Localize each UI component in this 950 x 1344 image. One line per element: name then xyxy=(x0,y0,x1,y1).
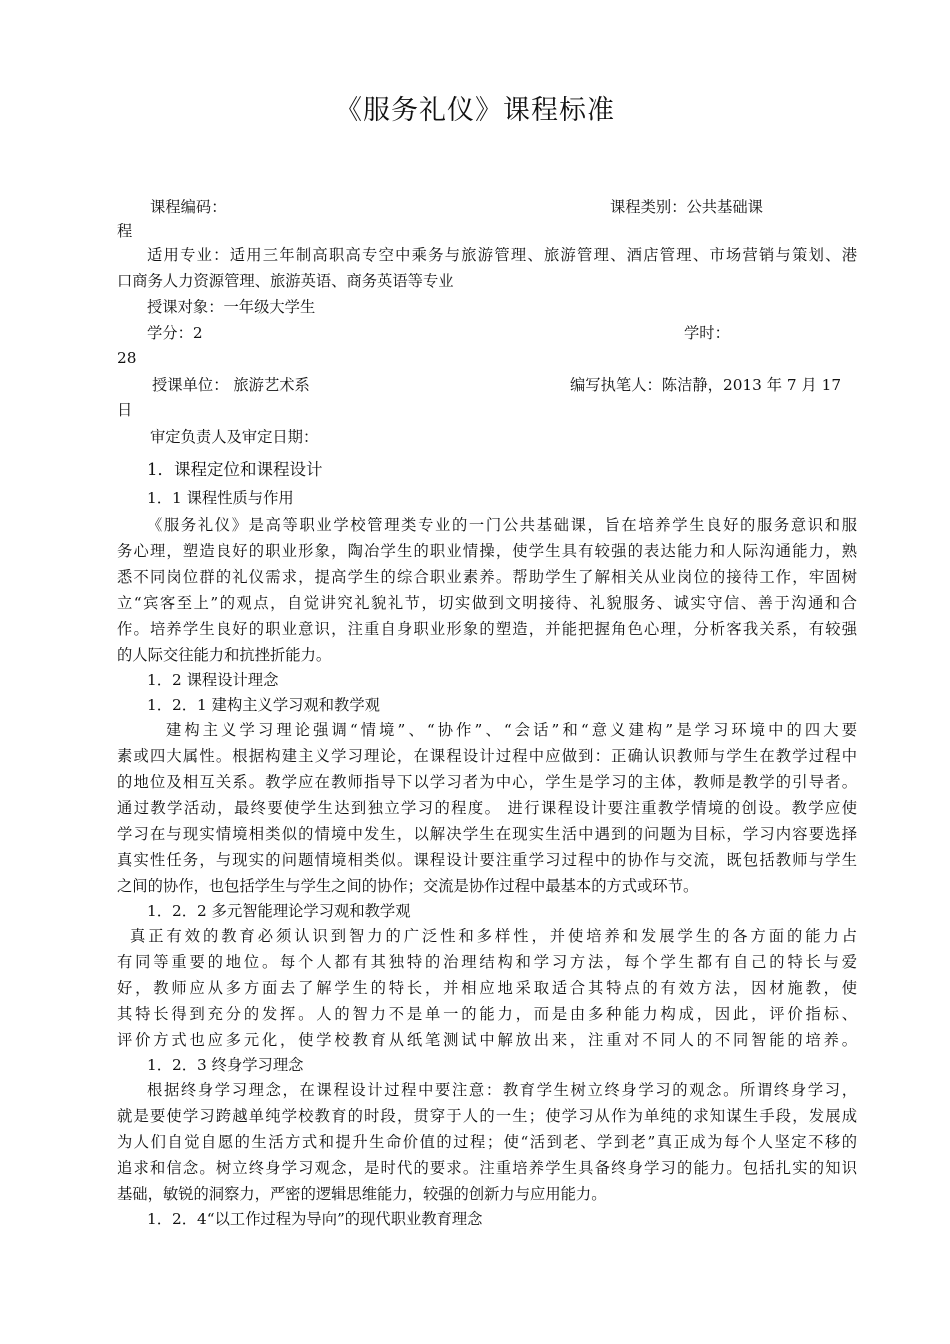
course-category: 课程类别：公共基础课 xyxy=(610,198,763,216)
paragraph-line: 的人际交往能力和抗挫折能力。 xyxy=(117,646,332,664)
paragraph-line: 立“宾客至上”的观点，自觉讲究礼貌礼节，切实做到文明接待、礼貌服务、诚实守信、善于沟通和合 xyxy=(117,594,857,612)
section-heading-1-2-1: 1．2．1 建构主义学习观和教学观 xyxy=(147,696,380,714)
paragraph-line: 学习在与现实情境相类似的情境中发生，以解决学生在现实生活中遇到的问题为目标，学习内容要选择 xyxy=(117,825,857,843)
teaching-unit: 授课单位： 旅游艺术系 xyxy=(152,376,310,394)
paragraph-line: 建构主义学习理论强调“情境”、“协作”、“会话”和“意义建构”是学习环境中的四大要 xyxy=(166,721,857,739)
paragraph-line: 之间的协作，也包括学生与学生之间的协作；交流是协作过程中最基本的方式或环节。 xyxy=(117,877,699,895)
paragraph-line: 《服务礼仪》是高等职业学校管理类专业的一门公共基础课，旨在培养学生良好的服务意识和服 xyxy=(147,516,857,534)
hours-value: 28 xyxy=(117,349,137,367)
paragraph-line: 作。培养学生良好的职业意识，注重自身职业形象的塑造，并能把握角色心理，分析客我关系，有较强 xyxy=(117,620,857,638)
paragraph-line: 追求和信念。树立终身学习观念，是时代的要求。注重培养学生具备终身学习的能力。包括扎实的知识 xyxy=(117,1159,857,1177)
paragraph-line: 悉不同岗位群的礼仪需求，提高学生的综合职业素养。帮助学生了解相关从业岗位的接待工作，牢固树 xyxy=(117,568,857,586)
author-wrap: 日 xyxy=(117,401,133,419)
paragraph-line: 务心理，塑造良好的职业形象，陶冶学生的职业情操，使学生具有较强的表达能力和人际沟通能力，熟 xyxy=(117,542,857,560)
section-heading-1-2: 1．2 课程设计理念 xyxy=(147,671,279,689)
applicable-major-line2: 口商务人力资源管理、旅游英语、商务英语等专业 xyxy=(117,272,454,290)
course-category-wrap: 程 xyxy=(117,222,133,240)
section-heading-1-2-4: 1．2．4“以工作过程为导向”的现代职业教育理念 xyxy=(147,1210,483,1228)
author: 编写执笔人：陈洁静，2013 年 7 月 17 xyxy=(570,376,842,394)
paragraph-line: 真正有效的教育必须认识到智力的广泛性和多样性，并使培养和发展学生的各方面的能力占 xyxy=(130,927,857,945)
document-title: 《服务礼仪》课程标准 xyxy=(335,95,615,126)
section-heading-1-2-2: 1．2．2 多元智能理论学习观和教学观 xyxy=(147,902,411,920)
paragraph-line: 评价方式也应多元化，使学校教育从纸笔测试中解放出来，注重对不同人的不同智能的培养。 xyxy=(117,1031,857,1049)
course-code-label: 课程编码： xyxy=(150,198,227,216)
paragraph-line: 素或四大属性。根据构建主义学习理论，在课程设计过程中应做到：正确认识教师与学生在教学过程中 xyxy=(117,747,857,765)
paragraph-line: 基础，敏锐的洞察力，严密的逻辑思维能力，较强的创新力与应用能力。 xyxy=(117,1185,607,1203)
paragraph-line: 有同等重要的地位。每个人都有其独特的治理结构和学习方法，每个学生都有自己的特长与爱 xyxy=(117,953,857,971)
section-heading-1: 1．课程定位和课程设计 xyxy=(147,460,323,479)
paragraph-line: 就是要使学习跨越单纯学校教育的时段，贯穿于人的一生；使学习从作为单纯的求知谋生手段，发展成 xyxy=(117,1107,857,1125)
paragraph-line: 为人们自觉自愿的生活方式和提升生命价值的过程；使“活到老、学到老”真正成为每个人坚定不移的 xyxy=(117,1133,857,1151)
paragraph-line: 根据终身学习理念，在课程设计过程中要注意：教育学生树立终身学习的观念。所谓终身学习， xyxy=(147,1081,857,1099)
credit: 学分：2 xyxy=(147,324,203,342)
paragraph-line: 真实性任务，与现实的问题情境相类似。课程设计要注重学习过程中的协作与交流，既包括教师与学生 xyxy=(117,851,857,869)
audience: 授课对象：一年级大学生 xyxy=(147,298,316,316)
paragraph-line: 的地位及相互关系。教学应在教师指导下以学习者为中心，学生是学习的主体，教师是教学的引导者。 xyxy=(117,773,857,791)
paragraph-line: 其特长得到充分的发挥。人的智力不是单一的能力，而是由多种能力构成，因此，评价指标、 xyxy=(117,1005,857,1023)
applicable-major-line1: 适用专业：适用三年制高职高专空中乘务与旅游管理、旅游管理、酒店管理、市场营销与策划、港 xyxy=(147,246,857,264)
paragraph-line: 通过教学活动，最终要使学生达到独立学习的程度。 进行课程设计要注重教学情境的创设。教学应使 xyxy=(117,799,857,817)
paragraph-line: 好，教师应从多方面去了解学生的特长，并相应地采取适合其特点的有效方法，因材施教，使 xyxy=(117,979,857,997)
review-info: 审定负责人及审定日期： xyxy=(150,428,319,446)
hours-label: 学时： xyxy=(684,324,730,342)
section-heading-1-2-3: 1．2．3 终身学习理念 xyxy=(147,1056,304,1074)
section-heading-1-1: 1．1 课程性质与作用 xyxy=(147,489,294,507)
